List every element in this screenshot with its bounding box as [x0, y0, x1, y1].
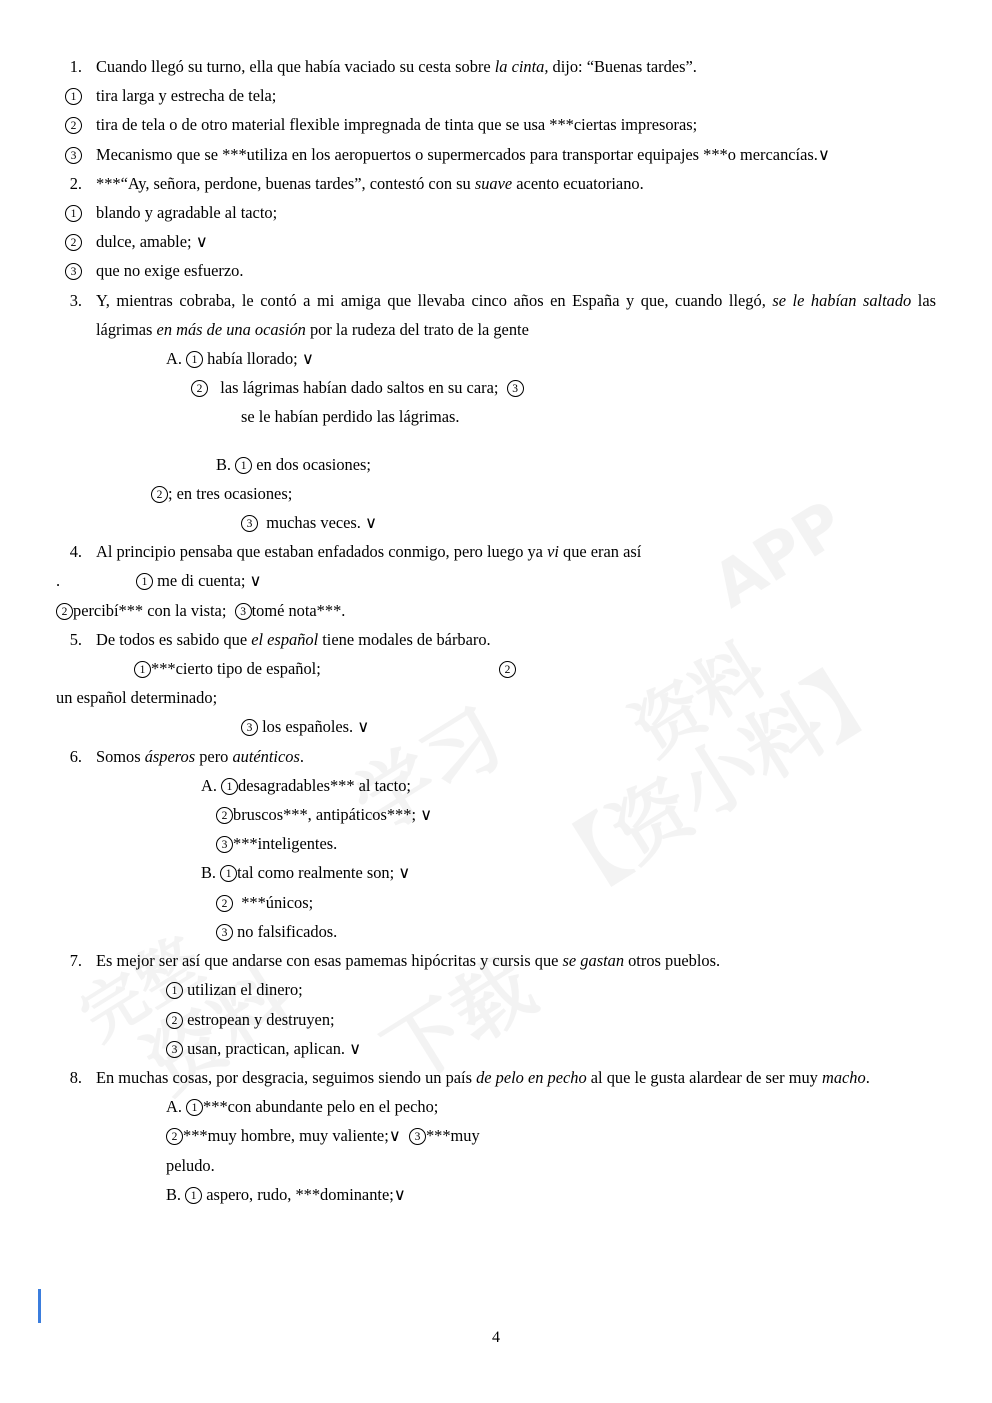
circled-number-icon: 3 — [65, 263, 82, 280]
sub-option-row — [241, 712, 936, 741]
circled-number-icon: 1 — [134, 661, 151, 678]
circled-number-icon: 2 — [216, 807, 233, 824]
option-text: que no exige esfuerzo. — [96, 261, 244, 281]
check-mark-icon: ∨ — [388, 1126, 401, 1146]
sub-option-text: las lágrimas habían dado saltos en su cara; — [220, 378, 499, 398]
circled-number-icon: 3 — [65, 147, 82, 164]
circled-number-icon: 2 — [65, 234, 82, 251]
option-marker — [56, 198, 96, 227]
sub-option-row — [166, 1005, 936, 1034]
check-mark-icon: ∨ — [249, 571, 262, 591]
option-marker — [56, 227, 96, 256]
check-mark-icon: ∨ — [357, 717, 370, 737]
circled-number-icon: 1 — [235, 457, 252, 474]
sub-option-row — [216, 800, 936, 829]
sub-option-label: B. — [216, 454, 232, 474]
option-marker — [56, 110, 96, 139]
sub-option-label: B. — [166, 1184, 182, 1204]
question-number: 8. — [69, 1067, 82, 1087]
question-number: 7. — [69, 951, 82, 971]
circled-number-icon: 1 — [185, 1187, 202, 1204]
sub-option-row — [151, 479, 936, 508]
question-text: De todos es sabido que el español tiene modales de bárbaro. — [96, 629, 491, 649]
sub-option-text: usan, practican, aplican. — [187, 1038, 346, 1058]
circled-number-icon: 1 — [136, 573, 153, 590]
sub-option-row — [134, 654, 936, 683]
circled-number-icon: 3 — [409, 1128, 426, 1145]
sub-option-text: percibí*** con la vista; — [73, 600, 227, 620]
sub-option-row — [166, 975, 936, 1004]
option-marker — [56, 140, 96, 169]
sub-option-row — [166, 1121, 936, 1150]
check-mark-icon: ∨ — [349, 1038, 362, 1058]
sub-option-text: muchas veces. — [266, 513, 361, 533]
sub-option-row — [241, 402, 936, 431]
circled-number-icon: 2 — [65, 117, 82, 134]
sub-option-text: ***cierto tipo de español; — [151, 659, 321, 679]
check-mark-icon: ∨ — [364, 513, 377, 533]
sub-option-row — [166, 1034, 936, 1063]
circled-number-icon: 2 — [166, 1128, 183, 1145]
option-text — [96, 140, 936, 169]
circled-number-icon: 2 — [151, 486, 168, 503]
option-row — [56, 256, 936, 285]
sub-option-text: los españoles. — [262, 717, 354, 737]
sub-option-row — [216, 917, 936, 946]
sub-option-row — [56, 566, 936, 595]
question-item — [56, 52, 936, 81]
sub-option-row — [216, 829, 936, 858]
circled-number-icon: 1 — [186, 351, 203, 368]
option-text — [96, 227, 936, 256]
circled-number-icon: 3 — [216, 924, 233, 941]
question-item — [56, 946, 936, 975]
option-text: tira de tela o de otro material flexible impregnada de tinta que se usa ***ciertas impresoras; — [96, 115, 698, 135]
sub-option-text: se le habían perdido las lágrimas. — [241, 407, 460, 427]
dot-marker: . — [56, 571, 61, 591]
check-mark-icon: ∨ — [195, 232, 208, 252]
sub-option-text: en dos ocasiones; — [256, 454, 371, 474]
sub-option-text: ; en tres ocasiones; — [168, 483, 293, 503]
sub-option-text: bruscos***, antipáticos***; — [233, 805, 417, 825]
question-text: Cuando llegó su turno, ella que había vaciado su cesta sobre la cinta, dijo: “Buenas tardes”. — [96, 57, 697, 76]
sub-option-text: había llorado; — [207, 349, 298, 369]
sub-option-label: me di cuenta; — [157, 571, 246, 591]
question-item — [56, 169, 936, 198]
page-number: 4 — [492, 1329, 500, 1346]
sub-option-row — [201, 771, 936, 800]
circled-number-icon: 2 — [216, 895, 233, 912]
sub-option-text: tal como realmente son; — [237, 863, 395, 883]
question-number: 1. — [69, 57, 82, 76]
question-item — [56, 537, 936, 566]
sub-option-text: desagradables*** al tacto; — [238, 775, 411, 795]
question-number: 4. — [69, 542, 82, 562]
question-item — [56, 625, 936, 654]
circled-number-icon: 1 — [221, 778, 238, 795]
sub-option-row — [166, 1180, 936, 1209]
option-text: tira larga y estrecha de tela; — [96, 86, 277, 106]
option-row — [56, 198, 936, 227]
sub-option-row — [241, 508, 936, 537]
option-row — [56, 110, 936, 139]
sub-option-text: utilizan el dinero; — [187, 980, 303, 1000]
circled-number-icon: 3 — [166, 1041, 183, 1058]
question-item — [56, 1063, 936, 1092]
sub-option-row — [56, 683, 936, 712]
question-number: 6. — [69, 746, 82, 766]
check-mark-icon: ∨ — [398, 863, 411, 883]
sub-option-text: peludo. — [166, 1155, 215, 1175]
circled-number-icon: 3 — [507, 380, 524, 397]
circled-number-icon: 1 — [65, 88, 82, 105]
sub-option-row — [201, 858, 936, 887]
question-text: Y, mientras cobraba, le contó a mi amiga que llevaba cinco años en España y que, cuando llegó, se le habían saltado las lágrimas en más de una ocasión por la rudeza del trato de la gente — [96, 290, 936, 339]
circled-number-icon: 3 — [241, 515, 258, 532]
sub-option-text: ***muy hombre, muy valiente; — [183, 1126, 389, 1146]
option-text-inner: dulce, amable; — [96, 232, 192, 252]
sub-option-text: no falsificados. — [237, 921, 338, 941]
circled-number-icon: 3 — [216, 836, 233, 853]
question-item — [56, 286, 936, 344]
check-mark-icon: ∨ — [301, 349, 314, 369]
question-text: ***“Ay, señora, perdone, buenas tardes”, contestó con su suave acento ecuatoriano. — [96, 173, 644, 193]
sub-option-text: ***muy — [425, 1126, 480, 1146]
sub-option-text: ***únicos; — [241, 892, 314, 912]
circled-number-icon: 1 — [65, 205, 82, 222]
option-row — [56, 227, 936, 256]
sub-option-text: tomé nota***. — [251, 600, 346, 620]
sub-option-text: estropean y destruyen; — [187, 1009, 335, 1029]
option-text-inner: Mecanismo que se ***utiliza en los aeropuertos o supermercados para transportar equipajes ***o mercancías. — [96, 144, 818, 164]
question-item — [56, 742, 936, 771]
sub-option-row — [216, 450, 936, 479]
sub-option-text: un español determinado; — [56, 688, 218, 708]
circled-number-icon: 1 — [220, 865, 237, 882]
question-text: Es mejor ser así que andarse con esas pamemas hipócritas y cursis que se gastan otros pueblos. — [96, 951, 721, 971]
sub-option-label: B. — [201, 863, 217, 883]
circled-number-icon: 3 — [235, 603, 252, 620]
sub-option-text: ***inteligentes. — [233, 834, 338, 854]
option-row — [56, 81, 936, 110]
question-text: En muchas cosas, por desgracia, seguimos siendo un país de pelo en pecho al que le gusta alardear de ser muy macho. — [96, 1067, 870, 1087]
question-text: Somos ásperos pero auténticos. — [96, 746, 304, 766]
option-text: blando y agradable al tacto; — [96, 203, 278, 223]
circled-number-icon: 2 — [56, 603, 73, 620]
sub-option-row — [56, 596, 936, 625]
sub-option-text: ***con abundante pelo en el pecho; — [203, 1097, 439, 1117]
sub-option-row — [166, 1092, 936, 1121]
circled-number-icon: 2 — [191, 380, 208, 397]
option-marker — [56, 81, 96, 110]
sub-option-label: A. — [201, 775, 217, 795]
option-row — [56, 140, 936, 169]
circled-number-icon: 2 — [166, 1012, 183, 1029]
sub-option-row — [216, 888, 936, 917]
page-edge-marker — [38, 1289, 41, 1323]
sub-option-label: A. — [166, 349, 182, 369]
question-text: Al principio pensaba que estaban enfadados conmigo, pero luego ya vi que eran así — [96, 542, 642, 562]
question-number: 2. — [69, 173, 82, 193]
question-number: 5. — [69, 629, 82, 649]
check-mark-icon: ∨ — [817, 144, 830, 164]
circled-number-icon: 3 — [241, 719, 258, 736]
circled-number-icon: 1 — [186, 1099, 203, 1116]
question-number: 3. — [69, 290, 82, 310]
circled-number-icon: 1 — [166, 982, 183, 999]
circled-number-icon: 2 — [499, 661, 516, 678]
option-marker — [56, 256, 96, 285]
sub-option-text — [136, 566, 936, 595]
check-mark-icon: ∨ — [420, 805, 433, 825]
sub-option-row — [166, 344, 936, 373]
check-mark-icon: ∨ — [393, 1184, 406, 1204]
sub-option-label: A. — [166, 1097, 182, 1117]
sub-option-row — [166, 1151, 936, 1180]
sub-option-text: aspero, rudo, ***dominante; — [206, 1184, 394, 1204]
sub-option-row — [191, 373, 936, 402]
